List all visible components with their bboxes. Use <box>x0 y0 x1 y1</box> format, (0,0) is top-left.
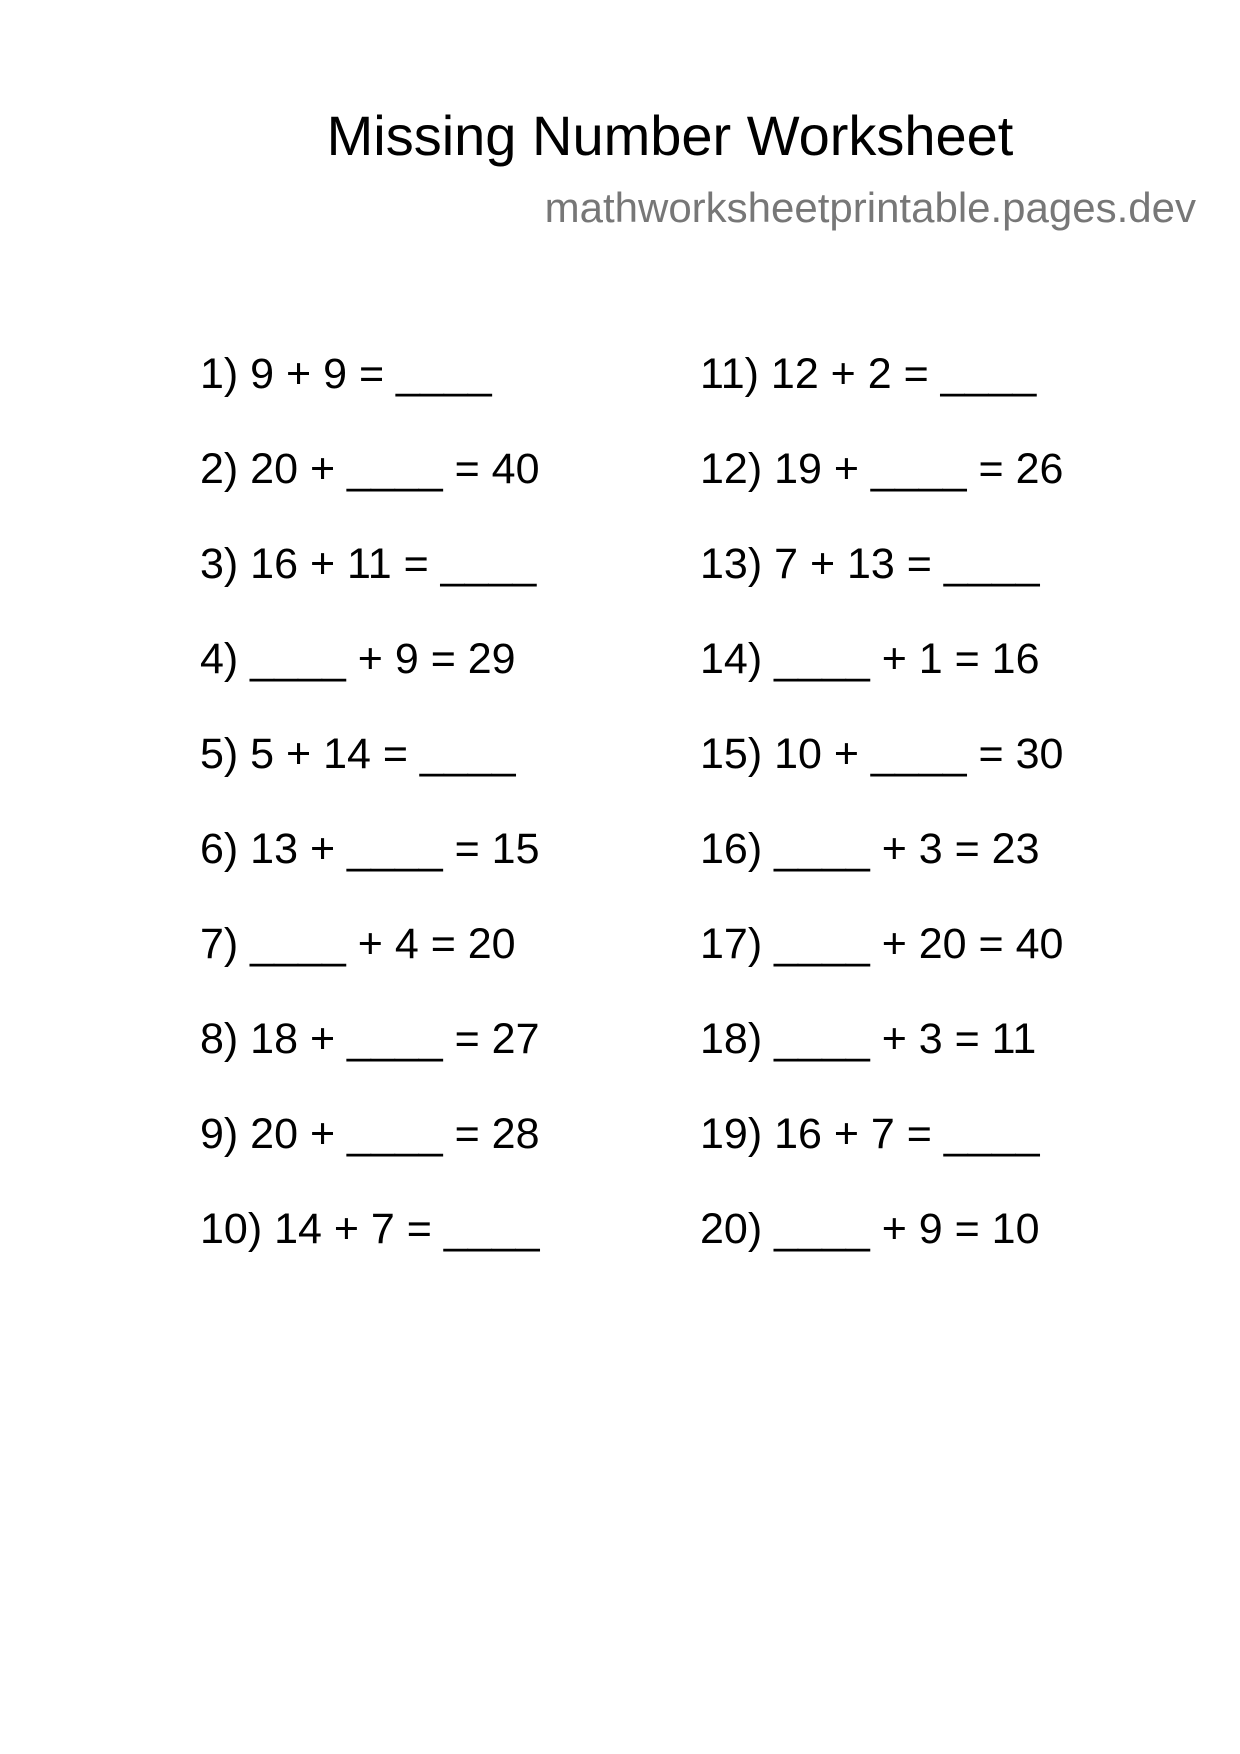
problem-9: 9) 20 + ____ = 28 <box>200 1110 540 1158</box>
problem-15: 15) 10 + ____ = 30 <box>700 730 1064 778</box>
problem-11: 11) 12 + 2 = ____ <box>700 350 1037 398</box>
problem-17: 17) ____ + 20 = 40 <box>700 920 1064 968</box>
problem-18: 18) ____ + 3 = 11 <box>700 1015 1037 1063</box>
problem-20: 20) ____ + 9 = 10 <box>700 1205 1040 1253</box>
problem-4: 4) ____ + 9 = 29 <box>200 635 516 683</box>
problem-10: 10) 14 + 7 = ____ <box>200 1205 540 1253</box>
problem-2: 2) 20 + ____ = 40 <box>200 445 540 493</box>
problem-3: 3) 16 + 11 = ____ <box>200 540 537 588</box>
problem-5: 5) 5 + 14 = ____ <box>200 730 516 778</box>
problem-8: 8) 18 + ____ = 27 <box>200 1015 540 1063</box>
problem-7: 7) ____ + 4 = 20 <box>200 920 516 968</box>
website-label: mathworksheetprintable.pages.dev <box>544 184 1196 231</box>
page-title: Missing Number Worksheet <box>326 104 1014 167</box>
problem-19: 19) 16 + 7 = ____ <box>700 1110 1040 1158</box>
problem-1: 1) 9 + 9 = ____ <box>200 350 492 398</box>
problem-13: 13) 7 + 13 = ____ <box>700 540 1040 588</box>
problem-16: 16) ____ + 3 = 23 <box>700 825 1040 873</box>
problem-6: 6) 13 + ____ = 15 <box>200 825 540 873</box>
problem-14: 14) ____ + 1 = 16 <box>700 635 1040 683</box>
problem-12: 12) 19 + ____ = 26 <box>700 445 1064 493</box>
